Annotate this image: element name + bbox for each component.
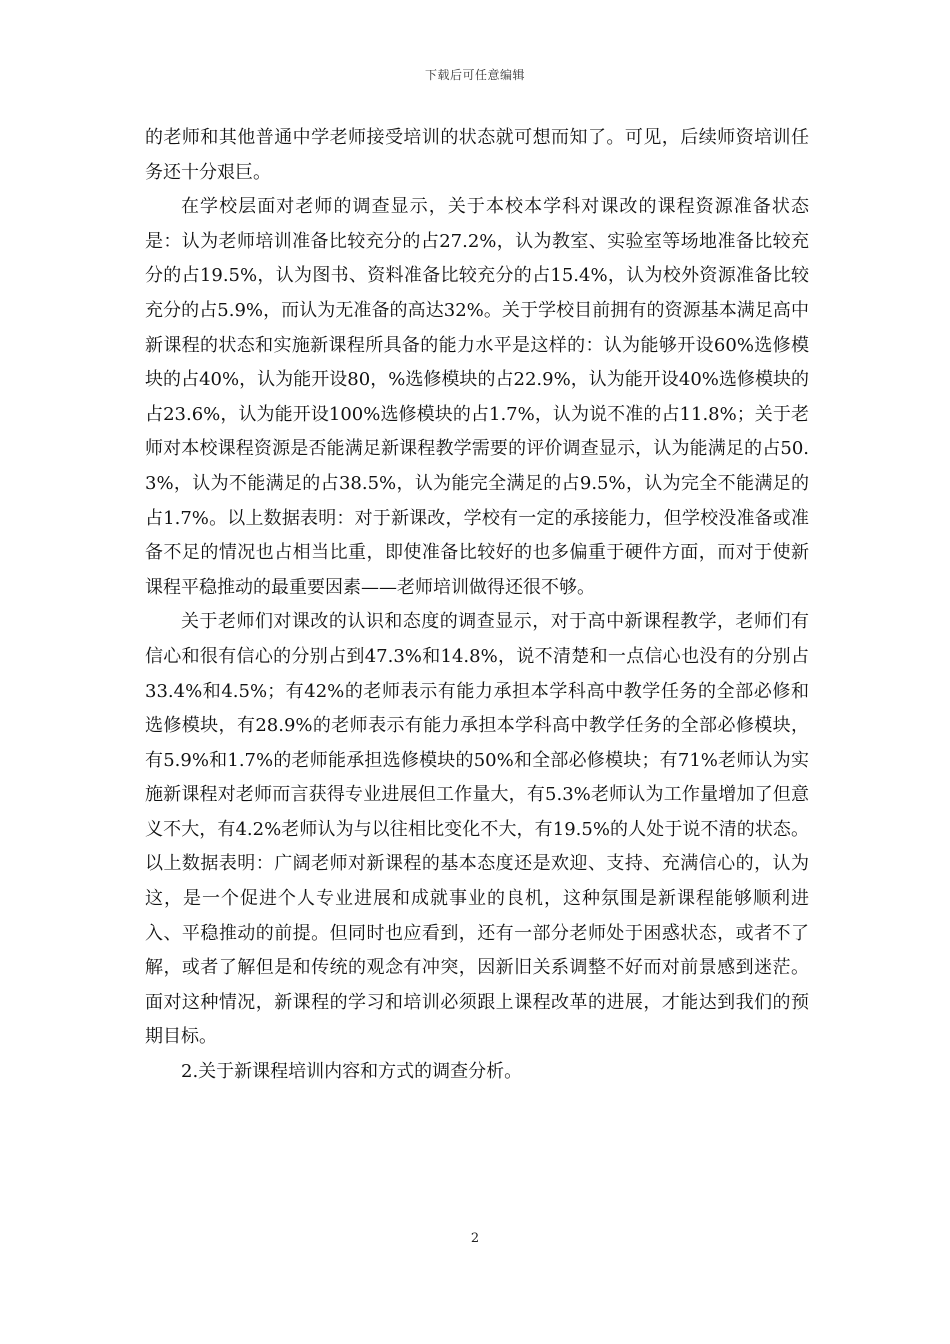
- paragraph-1: 的老师和其他普通中学老师接受培训的状态就可想而知了。可见，后续师资培训任务还十分艰巨。: [145, 127, 809, 183]
- paragraph-3: 关于老师们对课改的认识和态度的调查显示，对于高中新课程教学，老师们有信心和很有信心的分别占到47.3%和14.8%，说不清楚和一点信心也没有的分别占33.4%和4.5%；有42%的老师表示有能力承担本学科高中教学任务的全部必修和选修模块，有28.9%的老师表示有能力承担本学科高中教学任务的全部必修模块，有5.9%和1.7%的老师能承担选修模块的50%和全部必修模块；有71%老师认为实施新课程对老师而言获得专业进展但工作量大，有5.3%老师认为工作量增加了但意义不大，有4.2%老师认为与以往相比变化不大，有19.5%的人处于说不清的状态。以上数据表明：广阔老师对新课程的基本态度还是欢迎、支持、充满信心的，认为这，是一个促进个人专业进展和成就事业的良机，这种氛围是新课程能够顺利进入、平稳推动的前提。但同时也应看到，还有一部分老师处于困惑状态，或者不了解，或者了解但是和传统的观念有冲突，因新旧关系调整不好而对前景感到迷茫。面对这种情况，新课程的学习和培训必须跟上课程改革的进展，才能达到我们的预期目标。: [145, 611, 809, 1048]
- paragraph-4-section-heading: 2.关于新课程培训内容和方式的调查分析。: [181, 1061, 523, 1083]
- page-number: 2: [470, 1231, 480, 1246]
- page-header-note: 下载后可任意编辑: [424, 68, 525, 82]
- document-body: [145, 121, 809, 1090]
- paragraph-2: 在学校层面对老师的调查显示，关于本校本学科对课改的课程资源准备状态是：认为老师培训准备比较充分的占27.2%，认为教室、实验室等场地准备比较充分的占19.5%，认为图书、资料准备比较充分的占15.4%，认为校外资源准备比较充分的占5.9%，而认为无准备的高达32%。关于学校目前拥有的资源基本满足高中新课程的状态和实施新课程所具备的能力水平是这样的：认为能够开设60%选修模块的占40%，认为能开设80，%选修模块的占22.9%，认为能开设40%选修模块的占23.6%，认为能开设100%选修模块的占1.7%，认为说不准的占11.8%；关于老师对本校课程资源是否能满足新课程教学需要的评价调查显示，认为能满足的占50.3%，认为不能满足的占38.5%，认为能完全满足的占9.5%，认为完全不能满足的占1.7%。以上数据表明：对于新课改，学校有一定的承接能力，但学校没准备或准备不足的情况也占相当比重，即使准备比较好的也多偏重于硬件方面，而对于使新课程平稳推动的最重要因素——老师培训做得还很不够。: [145, 196, 809, 598]
